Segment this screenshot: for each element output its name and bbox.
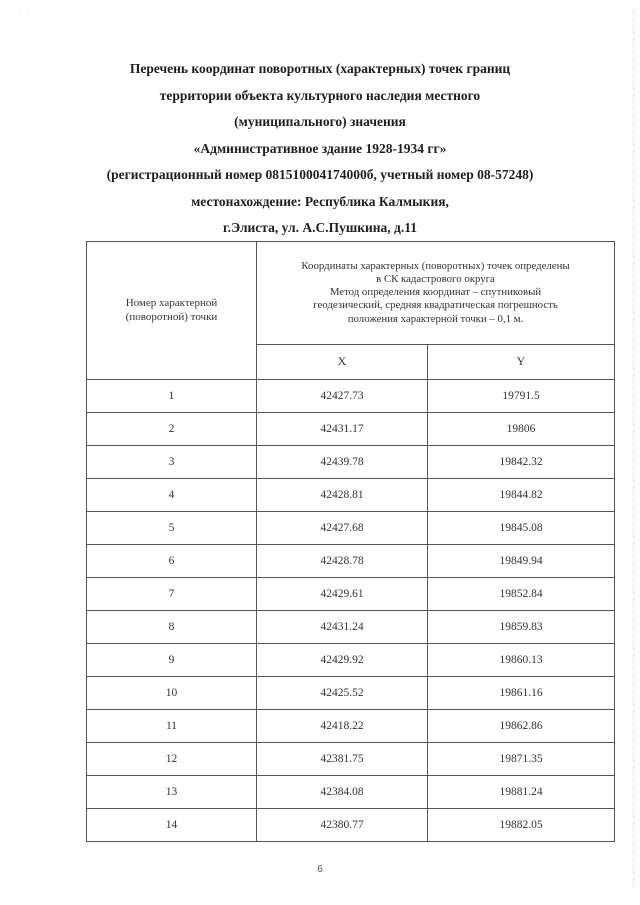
header-coords-line-2: в СК кадастрового округа [376, 273, 495, 286]
header-point-line-2: (поворотной) точки [125, 310, 218, 323]
y-coordinate-cell: 19791.5 [428, 380, 615, 413]
x-coordinate-cell: 42428.78 [257, 545, 428, 578]
point-number-cell: 1 [87, 380, 257, 413]
point-number-cell: 8 [87, 611, 257, 644]
x-coordinate-cell: 42428.81 [257, 479, 428, 512]
y-coordinate-cell: 19849.94 [428, 545, 615, 578]
document-title [0, 56, 640, 242]
header-coords-line-3: Метод определения координат – спутниковый [329, 286, 542, 299]
table-row [87, 512, 615, 545]
point-number-cell: 6 [87, 545, 257, 578]
x-coordinate-cell: 42429.92 [257, 644, 428, 677]
page-number: 6 [317, 864, 323, 875]
table-header-row [87, 242, 615, 345]
y-coordinate-cell: 19882.05 [428, 809, 615, 842]
table-row [87, 644, 615, 677]
y-coordinate-cell: 19862.86 [428, 710, 615, 743]
table-row [87, 413, 615, 446]
header-coordinates-description [257, 242, 615, 345]
point-number-cell: 11 [87, 710, 257, 743]
title-line-6: местонахождение: Республика Калмыкия, [191, 193, 449, 209]
title-line-3: (муниципального) значения [234, 114, 406, 129]
table-row [87, 545, 615, 578]
x-coordinate-cell: 42425.52 [257, 677, 428, 710]
y-coordinate-cell: 19852.84 [428, 578, 615, 611]
title-line-2: территории объекта культурного наследия местного [159, 87, 481, 103]
table-row [87, 710, 615, 743]
x-coordinate-cell: 42380.77 [257, 809, 428, 842]
point-number-cell: 4 [87, 479, 257, 512]
table-row [87, 677, 615, 710]
table-row [87, 446, 615, 479]
table-row [87, 611, 615, 644]
x-coordinate-cell: 42381.75 [257, 743, 428, 776]
y-coordinate-cell: 19842.32 [428, 446, 615, 479]
point-number-cell: 10 [87, 677, 257, 710]
header-x: X [257, 344, 428, 379]
point-number-cell: 5 [87, 512, 257, 545]
header-point-line-1: Номер характерной [125, 297, 218, 309]
point-number-cell: 9 [87, 644, 257, 677]
header-coords-line-1: Координаты характерных (поворотных) точек определены [301, 259, 570, 272]
x-coordinate-cell: 42418.22 [257, 710, 428, 743]
title-line-4: «Административное здание 1928-1934 гг» [193, 140, 447, 156]
header-point-number [87, 242, 257, 380]
title-line-5: (регистрационный номер 081510004174000б, учетный номер 08-57248) [106, 167, 534, 182]
x-coordinate-cell: 42439.78 [257, 446, 428, 479]
title-line-7: г.Элиста, ул. А.С.Пушкина, д.11 [222, 220, 418, 235]
point-number-cell: 13 [87, 776, 257, 809]
x-coordinate-cell: 42384.08 [257, 776, 428, 809]
title-line-1: Перечень координат поворотных (характерных) точек границ [129, 61, 511, 76]
point-number-cell: 2 [87, 413, 257, 446]
x-coordinate-cell: 42431.24 [257, 611, 428, 644]
table-row [87, 776, 615, 809]
table-row [87, 809, 615, 842]
point-number-cell: 3 [87, 446, 257, 479]
table-body [87, 380, 615, 842]
y-coordinate-cell: 19860.13 [428, 644, 615, 677]
y-coordinate-cell: 19881.24 [428, 776, 615, 809]
y-coordinate-cell: 19871.35 [428, 743, 615, 776]
table-row [87, 479, 615, 512]
y-coordinate-cell: 19861.16 [428, 677, 615, 710]
scan-artifact-mark: · · · [12, 8, 31, 14]
header-coords-line-5: положения характерной точки – 0,1 м. [347, 312, 524, 325]
table-row [87, 578, 615, 611]
y-coordinate-cell: 19844.82 [428, 479, 615, 512]
table-row [87, 743, 615, 776]
y-coordinate-cell: 19806 [428, 413, 615, 446]
x-coordinate-cell: 42427.68 [257, 512, 428, 545]
x-coordinate-cell: 42429.61 [257, 578, 428, 611]
header-y: Y [428, 344, 615, 379]
y-coordinate-cell: 19859.83 [428, 611, 615, 644]
header-coords-line-4: геодезический, средняя квадратическая погрешность [313, 299, 558, 312]
coordinates-table [86, 241, 615, 842]
table-row [87, 380, 615, 413]
point-number-cell: 7 [87, 578, 257, 611]
point-number-cell: 12 [87, 743, 257, 776]
x-coordinate-cell: 42427.73 [257, 380, 428, 413]
y-coordinate-cell: 19845.08 [428, 512, 615, 545]
x-coordinate-cell: 42431.17 [257, 413, 428, 446]
point-number-cell: 14 [87, 809, 257, 842]
